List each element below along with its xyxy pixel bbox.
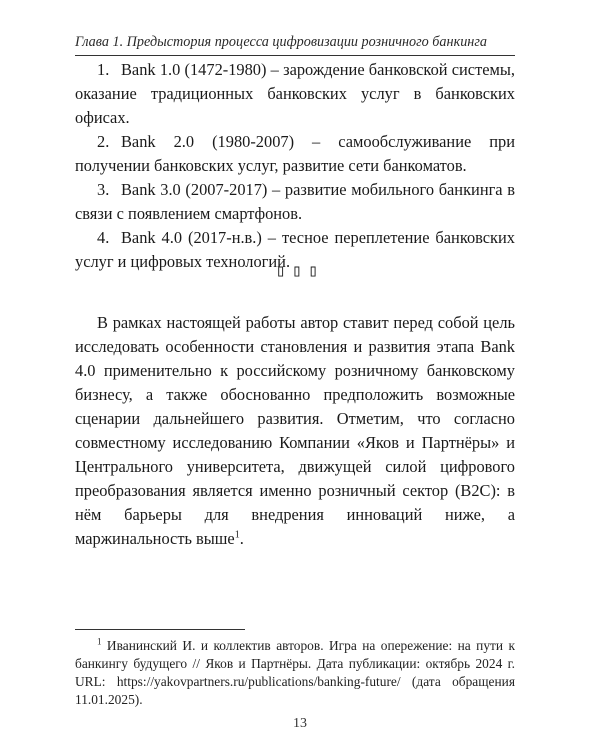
- header-rule: [75, 55, 515, 56]
- paragraph-end: .: [239, 529, 244, 548]
- running-head: Глава 1. Предыстория процесса цифровизации розничного банкинга: [75, 34, 487, 50]
- list-item: [75, 58, 515, 130]
- list-number: 4.: [97, 228, 110, 247]
- footnote-reference[interactable]: 1: [234, 529, 240, 541]
- list-item-text: Bank 4.0 (2017-н.в.) – тесное переплетение банковских услуг и цифровых технологий.: [75, 228, 515, 271]
- list-item: [75, 178, 515, 226]
- page-number: 13: [293, 716, 307, 731]
- footnote-text: Иванинский И. и коллектив авторов. Игра на опережение: на пути к банкингу будущего // Яков и Партнёры. Дата публикации: октябрь 2024 г. URL: https://yakovpartners.ru/publications/banking-future/ (дата обращения 11.01.2025).: [75, 638, 515, 707]
- list-number: 1.: [97, 60, 110, 79]
- list-item-text: Bank 3.0 (2007-2017) – развитие мобильного банкинга в связи с появлением смартфонов.: [75, 180, 515, 223]
- footnote: [75, 637, 515, 709]
- paragraph-text: В рамках настоящей работы автор ставит перед собой цель исследовать особенности становления и развития этапа Bank 4.0 применительно к российскому розничному банковскому бизнесу, а также обоснованно предположить возможные сценарии дальнейшего развития. Отметим, что согласно совместному исследованию Компании «Яков и Партнёры» и Центрального университета, движущей силой цифрового преобразования является именно розничный сектор (B2C): в нём барьеры для внедрения инноваций ниже, а маржинальность выше: [75, 313, 515, 548]
- list-item-text: Bank 1.0 (1472-1980) – зарождение банковской системы, оказание традиционных банковских услуг в банковских офисах.: [75, 60, 515, 127]
- list-item: [75, 130, 515, 178]
- list-item-text: Bank 2.0 (1980-2007) – самообслуживание при получении банковских услуг, развитие сети банкоматов.: [75, 132, 515, 175]
- footnote-rule: [75, 629, 245, 630]
- section-separator: ▯▯▯: [275, 261, 325, 281]
- list-number: 2.: [97, 132, 110, 151]
- body-paragraph: [75, 311, 515, 551]
- list-number: 3.: [97, 180, 110, 199]
- bank-stages-list: [75, 58, 515, 274]
- footnote-marker: 1: [97, 636, 102, 647]
